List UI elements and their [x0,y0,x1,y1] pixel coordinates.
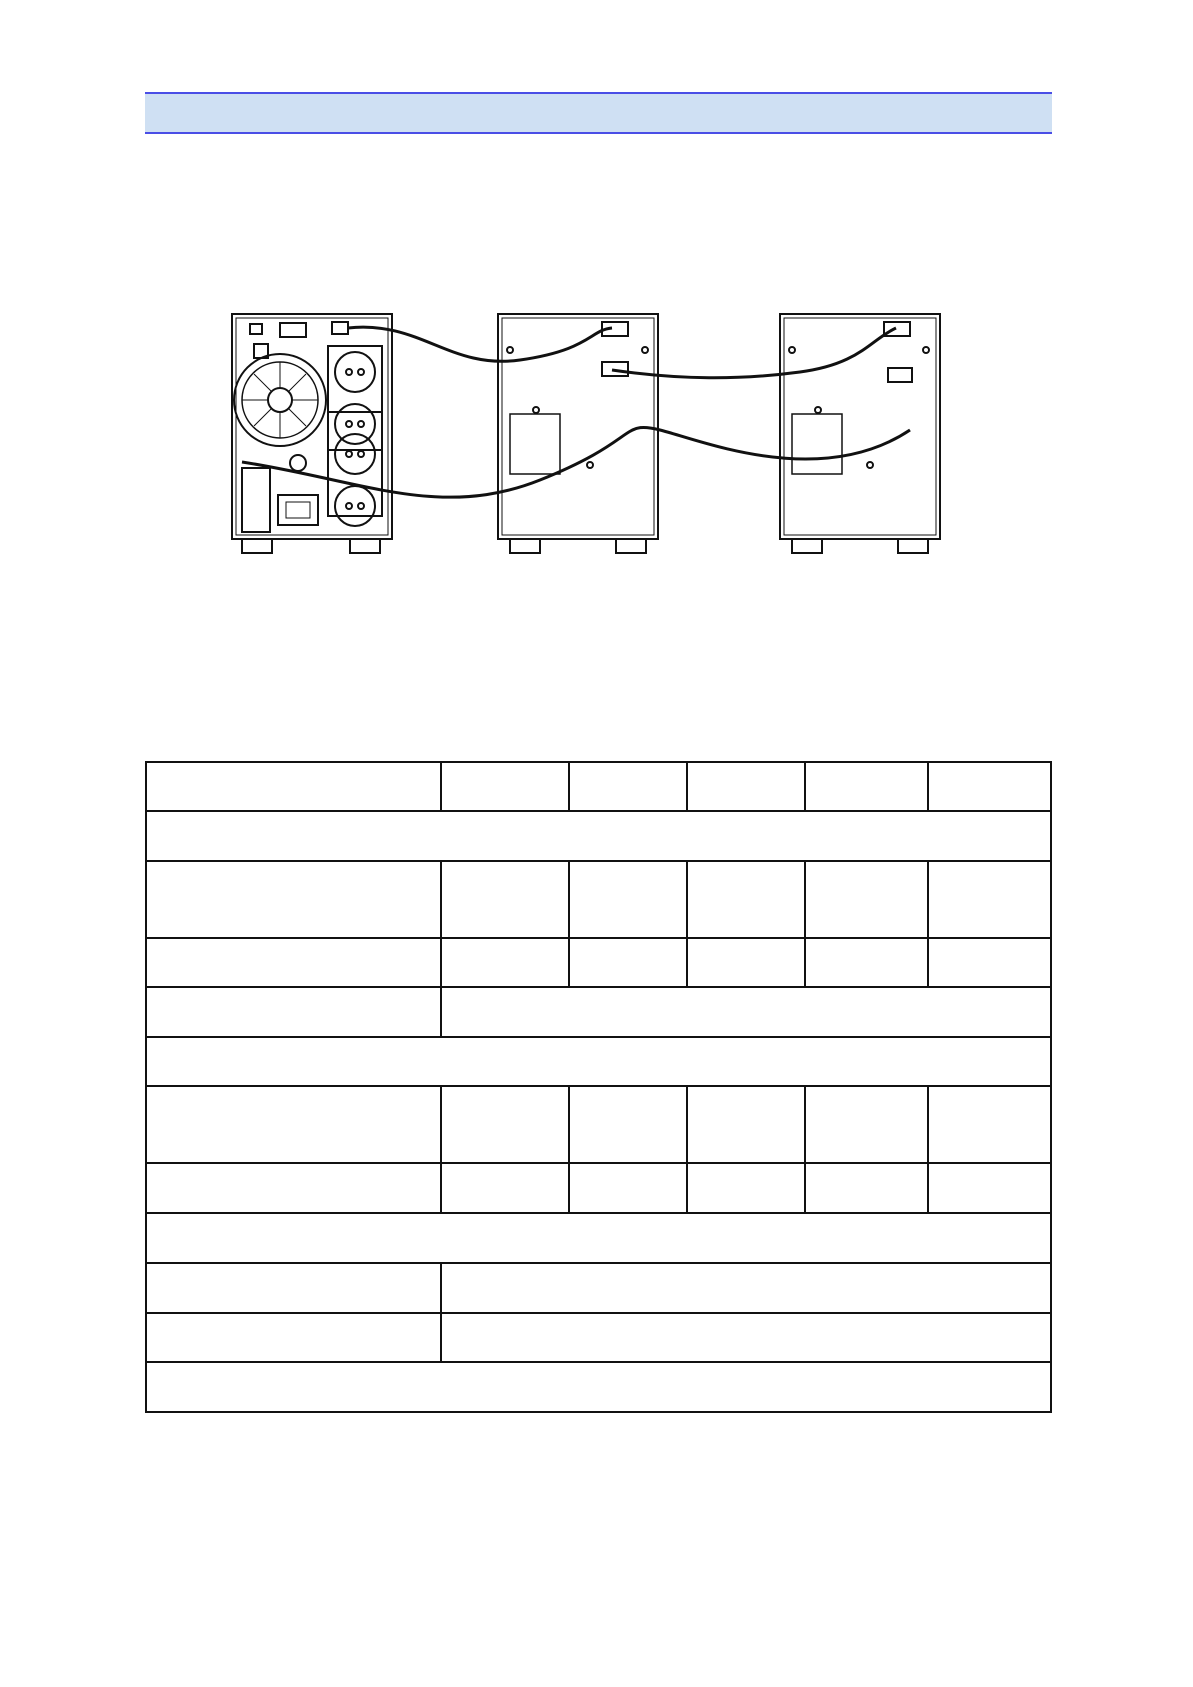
table-merged-cell [441,1313,1051,1362]
table-cell [146,1163,441,1213]
table-row [146,861,1051,938]
table-cell [441,861,569,938]
ups-rear-panel-icon [232,314,392,553]
table-cell [569,762,687,811]
table-cell [146,1263,441,1313]
table-cell [805,861,927,938]
table-row [146,1313,1051,1362]
table-cell [687,762,805,811]
table-cell [146,861,441,938]
table-cell [805,1086,927,1163]
table-cell [805,938,927,987]
table-cell [146,938,441,987]
table-cell [805,762,927,811]
table-cell [687,938,805,987]
table-cell [928,938,1051,987]
table-section-cell [146,1213,1051,1263]
table-cell [569,861,687,938]
table-cell [928,861,1051,938]
table-cell [146,987,441,1037]
battery-pack-icon [780,314,940,553]
table-section-cell [146,1362,1051,1412]
table-cell [928,1086,1051,1163]
table-row [146,1263,1051,1313]
table-cell [687,1163,805,1213]
table-section-row [146,1362,1051,1412]
table-cell [441,762,569,811]
table-section-row [146,811,1051,861]
battery-pack-icon [498,314,658,553]
ups-battery-connection-diagram [220,300,1000,580]
table-cell [146,1313,441,1362]
section-header-band [145,92,1052,134]
table-section-row [146,1213,1051,1263]
table-row [146,1086,1051,1163]
table-cell [805,1163,927,1213]
table-section-cell [146,811,1051,861]
table-section-row [146,1037,1051,1086]
table-cell [146,762,441,811]
table-cell [441,1086,569,1163]
table-merged-cell [441,1263,1051,1313]
table-section-cell [146,1037,1051,1086]
table-cell [569,1086,687,1163]
table-row [146,987,1051,1037]
table-cell [569,938,687,987]
table-merged-cell [441,987,1051,1037]
table-row [146,938,1051,987]
table-row [146,1163,1051,1213]
table-cell [441,938,569,987]
table-cell [687,861,805,938]
table-header-row [146,762,1051,811]
table-cell [928,762,1051,811]
table-cell [928,1163,1051,1213]
table-cell [687,1086,805,1163]
table-cell [146,1086,441,1163]
specification-table [145,761,1052,1413]
table-cell [569,1163,687,1213]
table-cell [441,1163,569,1213]
